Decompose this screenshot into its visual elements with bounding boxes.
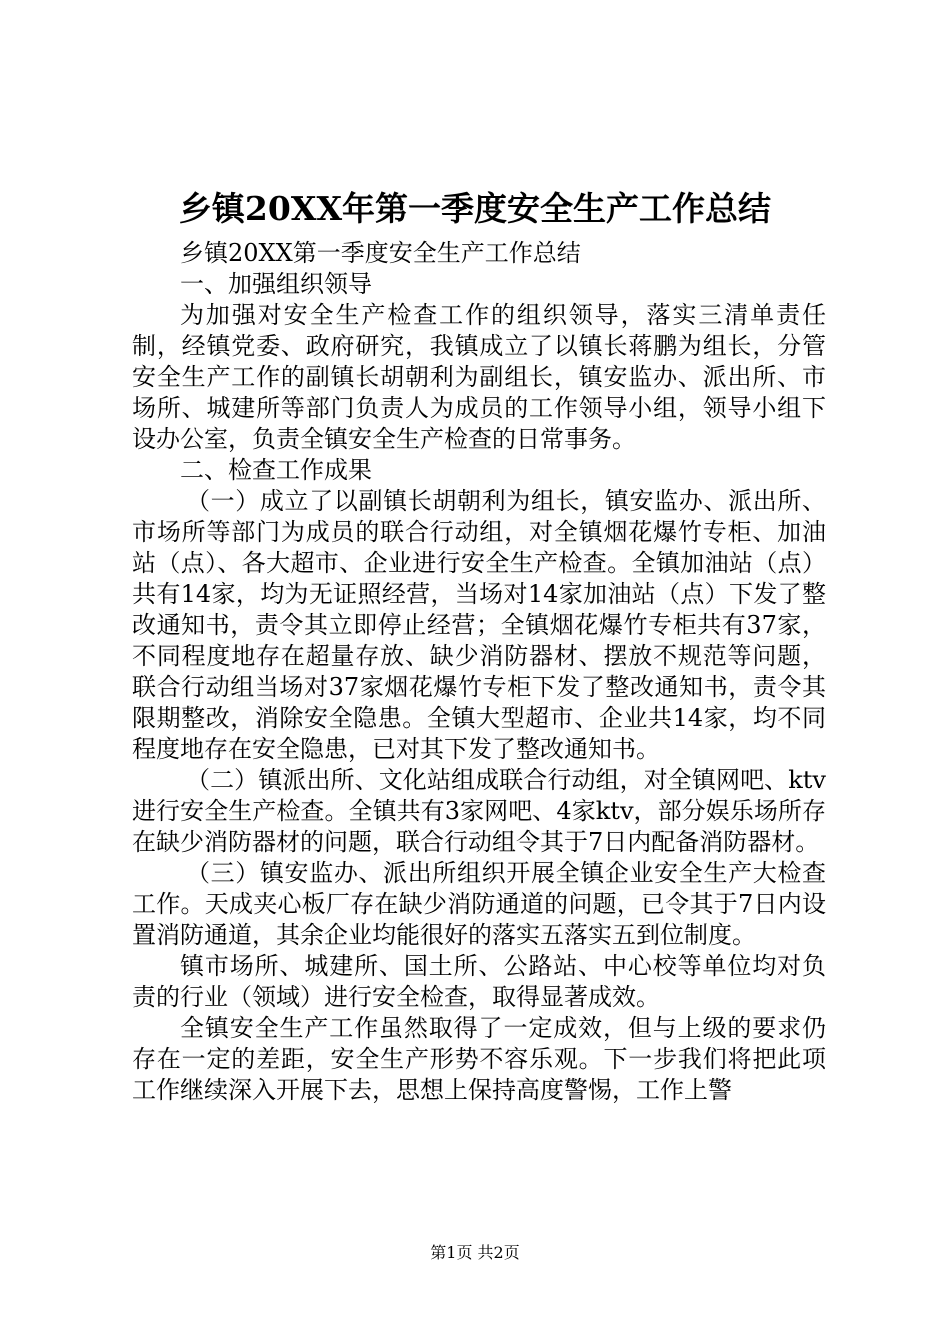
body-paragraph: 镇市场所、城建所、国土所、公路站、中心校等单位均对负责的行业（领域）进行安全检查，取得显著成效。 xyxy=(132,952,826,1011)
body-paragraph: 为加强对安全生产检查工作的组织领导，落实三清单责任制，经镇党委、政府研究，我镇成立了以镇长蒋鹏为组长，分管安全生产工作的副镇长胡朝利为副组长，镇安监办、派出所、市场所、城建所等部门负责人为成员的工作领导小组，领导小组下设办公室，负责全镇安全生产检查的日常事务。 xyxy=(132,301,826,453)
subtitle-paragraph: 乡镇20XX第一季度安全生产工作总结 xyxy=(180,239,581,267)
body-paragraph: 全镇安全生产工作虽然取得了一定成效，但与上级的要求仍存在一定的差距，安全生产形势不容乐观。下一步我们将把此项工作继续深入开展下去，思想上保持高度警惕，工作上警 xyxy=(132,1014,826,1104)
document-title: 乡镇20XX年第一季度安全生产工作总结 xyxy=(178,189,772,228)
page-footer: 第1页 共2页 xyxy=(430,1243,520,1262)
body-paragraph: （二）镇派出所、文化站组成联合行动组，对全镇网吧、ktv进行安全生产检查。全镇共有3家网吧、4家ktv，部分娱乐场所存在缺少消防器材的问题，联合行动组令其于7日内配备消防器材。 xyxy=(132,766,826,856)
body-paragraph: （一）成立了以副镇长胡朝利为组长，镇安监办、派出所、市场所等部门为成员的联合行动组，对全镇烟花爆竹专柜、加油站（点）、各大超市、企业进行安全生产检查。全镇加油站（点）共有14家，均为无证照经营，当场对14家加油站（点）下发了整改通知书，责令其立即停止经营；全镇烟花爆竹专柜共有37家，不同程度地存在超量存放、缺少消防器材、摆放不规范等问题，联合行动组当场对37家烟花爆竹专柜下发了整改通知书，责令其限期整改，消除安全隐患。全镇大型超市、企业共14家，均不同程度地存在安全隐患，已对其下发了整改通知书。 xyxy=(132,487,826,763)
document-body xyxy=(132,238,826,1106)
body-paragraph: （三）镇安监办、派出所组织开展全镇企业安全生产大检查工作。天成夹心板厂存在缺少消防通道的问题，已令其于7日内设置消防通道，其余企业均能很好的落实五落实五到位制度。 xyxy=(132,859,826,949)
section-heading-2: 二、检查工作成果 xyxy=(180,456,372,484)
section-heading-1: 一、加强组织领导 xyxy=(180,270,372,298)
